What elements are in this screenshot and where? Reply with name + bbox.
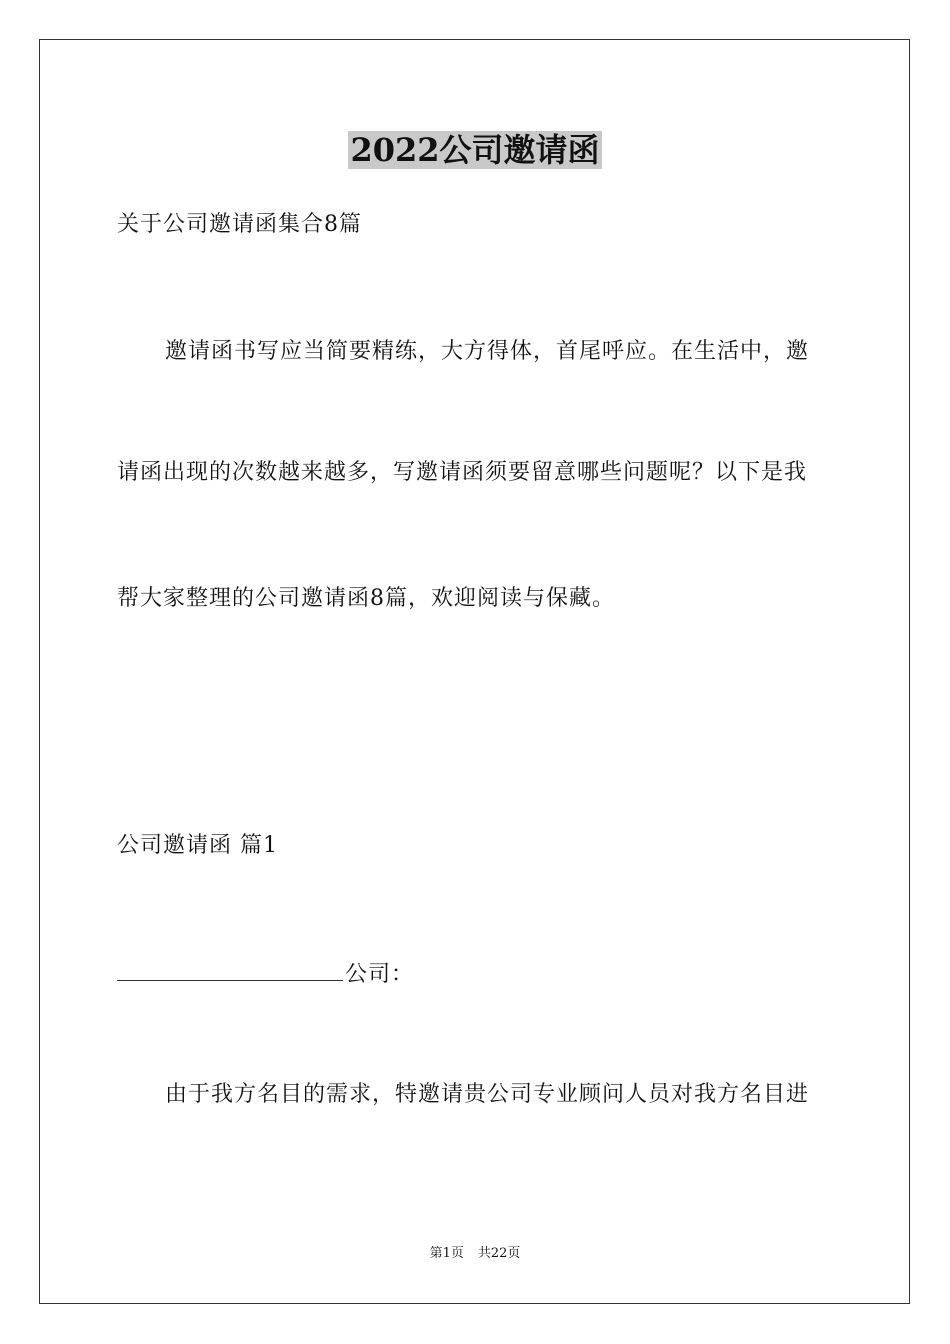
document-title	[0, 130, 950, 170]
salutation	[117, 958, 414, 990]
page-total: 共22页	[477, 1246, 521, 1261]
paragraph-line: 由于我方名目的需求，特邀请贵公司专业顾问人员对我方名目进	[165, 1082, 810, 1107]
section-heading: 公司邀请函 篇1	[117, 833, 278, 858]
page-number: 第1页	[429, 1246, 464, 1261]
paragraph-line: 帮大家整理的公司邀请函8篇，欢迎阅读与保藏。	[117, 586, 615, 611]
page-footer	[0, 1245, 950, 1263]
salutation-suffix: 公司：	[345, 962, 415, 987]
paragraph-line: 邀请函书写应当简要精练，大方得体，首尾呼应。在生活中，邀	[165, 339, 810, 364]
paragraph-line: 请函出现的次数越来越多，写邀请函须要留意哪些问题呢？以下是我	[117, 460, 808, 485]
document-title-text: 2022公司邀请函	[350, 131, 600, 169]
document-subtitle: 关于公司邀请函集合8篇	[117, 212, 362, 237]
blank-company-name-line	[117, 958, 343, 981]
